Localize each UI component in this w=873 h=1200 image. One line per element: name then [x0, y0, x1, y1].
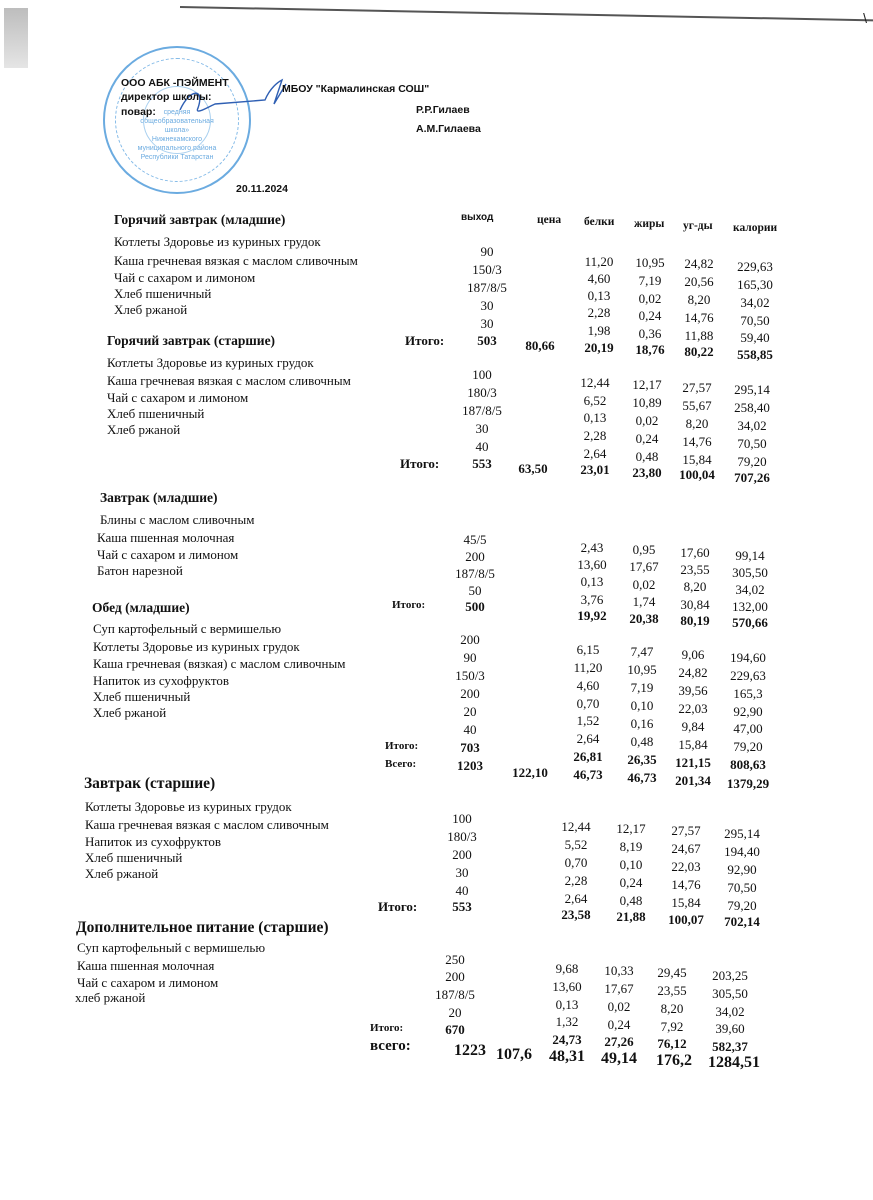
section-title: Обед (младшие): [92, 600, 190, 615]
school-name: МБОУ "Кармалинская СОШ": [282, 83, 430, 95]
calories-value: 70,50: [737, 436, 767, 451]
fats-value: 17,67: [629, 559, 659, 574]
fats-value: 0,02: [635, 413, 659, 428]
total-output: 670: [445, 1022, 465, 1037]
total-label: Итого:: [392, 599, 426, 611]
col-output: выход: [461, 212, 494, 223]
menu-item: хлеб ржаной: [75, 990, 146, 1005]
scan-edge: [4, 8, 28, 68]
total-label: Итого:: [370, 1022, 404, 1034]
output-value: 200: [460, 632, 480, 647]
total-output: 503: [477, 333, 497, 348]
carbs-value: 11,88: [684, 328, 714, 343]
grand-total-fats: 46,73: [627, 770, 657, 785]
output-value: 30: [455, 865, 469, 880]
total-fats: 23,80: [632, 465, 662, 480]
grand-total-fats: 49,14: [601, 1050, 637, 1067]
total-output: 500: [465, 599, 485, 614]
col-calories: калории: [733, 222, 778, 234]
cook-name: А.М.Гилаева: [416, 123, 481, 135]
total-proteins: 23,58: [561, 907, 591, 922]
carbs-value: 24,82: [678, 665, 708, 680]
output-value: 30: [480, 316, 494, 331]
total-label: Итого:: [400, 456, 440, 471]
total-price: 80,66: [525, 338, 555, 353]
fats-value: 0,02: [632, 577, 656, 592]
fats-value: 0,10: [619, 857, 643, 872]
output-value: 100: [472, 367, 492, 382]
menu-item: Суп картофельный с вермишелью: [93, 621, 282, 636]
total-label: Итого:: [405, 333, 445, 348]
calories-value: 258,40: [734, 400, 770, 415]
proteins-value: 4,60: [587, 271, 611, 286]
fats-value: 12,17: [616, 821, 646, 836]
proteins-value: 2,64: [564, 891, 588, 906]
proteins-value: 2,28: [564, 873, 588, 888]
output-value: 40: [463, 722, 477, 737]
menu-item: Хлеб пшеничный: [114, 286, 212, 301]
calories-value: 34,02: [715, 1004, 745, 1019]
output-value: 30: [475, 421, 489, 436]
output-value: 200: [445, 969, 465, 984]
carbs-value: 27,57: [671, 823, 701, 838]
output-value: 180/3: [447, 829, 477, 844]
carbs-value: 14,76: [684, 310, 714, 325]
output-value: 187/8/5: [462, 403, 502, 418]
carbs-value: 30,84: [680, 597, 710, 612]
total-proteins: 19,92: [577, 608, 607, 623]
director-label: директор школы:: [121, 91, 212, 103]
total-proteins: 26,81: [573, 749, 603, 764]
carbs-value: 8,20: [683, 579, 707, 594]
output-value: 20: [448, 1005, 462, 1020]
menu-item: Котлеты Здоровье из куриных грудок: [93, 639, 300, 654]
carbs-value: 14,76: [671, 877, 701, 892]
fats-value: 10,89: [632, 395, 662, 410]
fats-value: 0,24: [619, 875, 643, 890]
proteins-value: 13,60: [577, 557, 607, 572]
proteins-value: 6,52: [583, 393, 607, 408]
carbs-value: 8,20: [660, 1001, 684, 1016]
output-value: 250: [445, 952, 465, 967]
calories-value: 295,14: [734, 382, 770, 397]
carbs-value: 23,55: [657, 983, 687, 998]
menu-item: Каша гречневая вязкая с маслом сливочным: [85, 817, 329, 832]
proteins-value: 6,15: [576, 642, 600, 657]
carbs-value: 14,76: [682, 434, 712, 449]
carbs-value: 22,03: [671, 859, 701, 874]
section-title: Горячий завтрак (старшие): [107, 333, 276, 348]
total-proteins: 20,19: [584, 340, 614, 355]
grand-total-price: 122,10: [512, 765, 548, 780]
proteins-value: 0,13: [583, 410, 607, 425]
fats-value: 0,24: [635, 431, 659, 446]
output-value: 50: [468, 583, 482, 598]
menu-item: Блины с маслом сливочным: [100, 512, 255, 527]
company-name: ООО АБК -ПЭЙМЕНТ: [121, 77, 229, 89]
proteins-value: 1,98: [587, 323, 611, 338]
output-value: 100: [452, 811, 472, 826]
menu-item: Хлеб пшеничный: [93, 689, 191, 704]
total-calories: 707,26: [734, 470, 770, 485]
menu-item: Хлеб ржаной: [85, 866, 159, 881]
fats-value: 8,19: [619, 839, 643, 854]
menu-item: Хлеб пшеничный: [107, 406, 205, 421]
calories-value: 305,50: [732, 565, 768, 580]
total-calories: 808,63: [730, 757, 766, 772]
proteins-value: 5,52: [564, 837, 588, 852]
total-fats: 26,35: [627, 752, 657, 767]
calories-value: 34,02: [737, 418, 767, 433]
carbs-value: 29,45: [657, 965, 687, 980]
carbs-value: 15,84: [678, 737, 708, 752]
output-value: 187/8/5: [455, 566, 495, 581]
grand-total-carbs: 176,2: [656, 1052, 692, 1069]
carbs-value: 23,55: [680, 562, 710, 577]
col-price: цена: [537, 214, 562, 226]
fats-value: 10,95: [635, 255, 665, 270]
proteins-value: 2,64: [583, 446, 607, 461]
carbs-value: 24,82: [684, 256, 714, 271]
menu-item: Батон нарезной: [97, 563, 183, 578]
output-value: 90: [463, 650, 477, 665]
section-title: Горячий завтрак (младшие): [114, 212, 286, 227]
fats-value: 0,02: [638, 291, 662, 306]
proteins-value: 2,64: [576, 731, 600, 746]
carbs-value: 7,92: [660, 1019, 684, 1034]
proteins-value: 3,76: [580, 592, 604, 607]
calories-value: 229,63: [730, 668, 766, 683]
fats-value: 10,95: [627, 662, 657, 677]
carbs-value: 24,67: [671, 841, 701, 856]
total-output: 553: [452, 899, 472, 914]
grand-total-carbs: 201,34: [675, 773, 711, 788]
total-output: 553: [472, 456, 492, 471]
total-label: Итого:: [385, 740, 419, 752]
fats-value: 0,36: [638, 326, 662, 341]
menu-item: Хлеб ржаной: [114, 302, 188, 317]
calories-value: 295,14: [724, 826, 760, 841]
grand-total-label: Всего:: [385, 758, 417, 770]
total-carbs: 80,19: [680, 613, 710, 628]
total-output: 703: [460, 740, 480, 755]
total-fats: 21,88: [616, 909, 646, 924]
proteins-value: 12,44: [561, 819, 591, 834]
grand-total-calories: 1284,51: [708, 1054, 760, 1071]
calories-value: 34,02: [740, 295, 770, 310]
output-value: 200: [452, 847, 472, 862]
grand-total-proteins: 46,73: [573, 767, 603, 782]
menu-item: Хлеб ржаной: [107, 422, 181, 437]
total-carbs: 100,07: [668, 912, 704, 927]
fats-value: 0,02: [607, 999, 631, 1014]
proteins-value: 0,13: [555, 997, 579, 1012]
school-stamp: [103, 46, 251, 194]
proteins-value: 1,52: [576, 713, 600, 728]
section-title: Завтрак (младшие): [100, 490, 218, 505]
fats-value: 7,19: [638, 273, 662, 288]
total-calories: 582,37: [712, 1039, 748, 1054]
calories-value: 305,50: [712, 986, 748, 1001]
grand-total-price: 107,6: [496, 1046, 532, 1063]
output-value: 150/3: [455, 668, 485, 683]
total-carbs: 76,12: [657, 1036, 687, 1051]
proteins-value: 2,28: [583, 428, 607, 443]
total-fats: 27,26: [604, 1034, 634, 1049]
calories-value: 79,20: [733, 739, 763, 754]
calories-value: 79,20: [727, 898, 757, 913]
carbs-value: 27,57: [682, 380, 712, 395]
output-value: 40: [475, 439, 489, 454]
output-value: 150/3: [472, 262, 502, 277]
calories-value: 99,14: [735, 548, 765, 563]
proteins-value: 4,60: [576, 678, 600, 693]
menu-item: Каша гречневая (вязкая) с маслом сливочным: [93, 656, 346, 671]
output-value: 30: [480, 298, 494, 313]
menu-item: Суп картофельный с вермишелью: [77, 940, 266, 955]
menu-item: Чай с сахаром и лимоном: [97, 547, 239, 562]
output-value: 187/8/5: [467, 280, 507, 295]
menu-item: Хлеб пшеничный: [85, 850, 183, 865]
carbs-value: 15,84: [682, 452, 712, 467]
proteins-value: 2,43: [580, 540, 604, 555]
calories-value: 203,25: [712, 968, 748, 983]
carbs-value: 22,03: [678, 701, 708, 716]
menu-item: Чай с сахаром и лимоном: [77, 975, 219, 990]
output-value: 20: [463, 704, 477, 719]
proteins-value: 0,13: [587, 288, 611, 303]
proteins-value: 9,68: [555, 961, 579, 976]
total-proteins: 24,73: [552, 1032, 582, 1047]
total-fats: 18,76: [635, 342, 665, 357]
menu-item: Каша гречневая вязкая с маслом сливочным: [107, 373, 351, 388]
carbs-value: 20,56: [684, 274, 714, 289]
fats-value: 0,48: [619, 893, 643, 908]
total-calories: 558,85: [737, 347, 773, 362]
fats-value: 10,33: [604, 963, 634, 978]
menu-item: Каша пшенная молочная: [77, 958, 215, 973]
grand-total-calories: 1379,29: [726, 776, 770, 791]
total-label: Итого:: [378, 899, 418, 914]
calories-value: 194,60: [730, 650, 766, 665]
fats-value: 17,67: [604, 981, 634, 996]
col-proteins: белки: [584, 216, 615, 228]
carbs-value: 55,67: [682, 398, 712, 413]
grand-total-label: всего:: [370, 1038, 411, 1054]
menu-item: Каша гречневая вязкая с маслом сливочным: [114, 253, 358, 268]
calories-value: 70,50: [727, 880, 757, 895]
proteins-value: 13,60: [552, 979, 582, 994]
calories-value: 132,00: [732, 599, 768, 614]
fats-value: 0,95: [632, 542, 656, 557]
calories-value: 92,90: [733, 704, 763, 719]
proteins-value: 0,70: [576, 696, 600, 711]
calories-value: 194,40: [724, 844, 760, 859]
menu-item: Котлеты Здоровье из куриных грудок: [114, 234, 321, 249]
proteins-value: 2,28: [587, 305, 611, 320]
output-value: 40: [455, 883, 469, 898]
carbs-value: 39,56: [678, 683, 708, 698]
corner-mark: \: [863, 10, 867, 26]
proteins-value: 11,20: [573, 660, 603, 675]
menu-item: Чай с сахаром и лимоном: [114, 270, 256, 285]
section-title: Завтрак (старшие): [84, 775, 216, 792]
output-value: 180/3: [467, 385, 497, 400]
carbs-value: 8,20: [687, 292, 711, 307]
total-price: 63,50: [518, 461, 548, 476]
proteins-value: 0,70: [564, 855, 588, 870]
calories-value: 39,60: [715, 1021, 745, 1036]
output-value: 90: [480, 244, 494, 259]
calories-value: 79,20: [737, 454, 767, 469]
calories-value: 70,50: [740, 313, 770, 328]
total-calories: 570,66: [732, 615, 768, 630]
proteins-value: 0,13: [580, 574, 604, 589]
grand-total-output: 1203: [457, 758, 483, 773]
fats-value: 0,48: [630, 734, 654, 749]
fats-value: 12,17: [632, 377, 662, 392]
output-value: 200: [465, 549, 485, 564]
calories-value: 92,90: [727, 862, 757, 877]
menu-item: Напиток из сухофруктов: [93, 673, 229, 688]
document-date: 20.11.2024: [236, 183, 288, 195]
menu-item: Напиток из сухофруктов: [85, 834, 221, 849]
proteins-value: 12,44: [580, 375, 610, 390]
fats-value: 1,74: [632, 594, 656, 609]
total-fats: 20,38: [629, 611, 659, 626]
director-name: Р.Р.Гилаев: [416, 104, 470, 116]
calories-value: 165,3: [733, 686, 763, 701]
fats-value: 0,24: [607, 1017, 631, 1032]
total-carbs: 100,04: [679, 467, 715, 482]
total-calories: 702,14: [724, 914, 760, 929]
carbs-value: 9,84: [681, 719, 705, 734]
calories-value: 229,63: [737, 259, 773, 274]
col-carbs: уг-ды: [683, 220, 713, 232]
total-carbs: 121,15: [675, 755, 711, 770]
carbs-value: 17,60: [680, 545, 710, 560]
calories-value: 47,00: [733, 721, 763, 736]
menu-item: Чай с сахаром и лимоном: [107, 390, 249, 405]
grand-total-proteins: 48,31: [549, 1048, 585, 1065]
menu-item: Котлеты Здоровье из куриных грудок: [107, 355, 314, 370]
fats-value: 7,19: [630, 680, 654, 695]
menu-item: Каша пшенная молочная: [97, 530, 235, 545]
fats-value: 0,10: [630, 698, 654, 713]
calories-value: 165,30: [737, 277, 773, 292]
carbs-value: 9,06: [681, 647, 705, 662]
output-value: 187/8/5: [435, 987, 475, 1002]
output-value: 45/5: [463, 532, 487, 547]
fats-value: 0,16: [630, 716, 654, 731]
proteins-value: 1,32: [555, 1014, 579, 1029]
fats-value: 0,48: [635, 449, 659, 464]
grand-total-output: 1223: [454, 1042, 486, 1059]
calories-value: 59,40: [740, 330, 770, 345]
menu-item: Хлеб ржаной: [93, 705, 167, 720]
cook-label: повар:: [121, 106, 156, 118]
section-title: Дополнительное питание (старшие): [76, 919, 329, 936]
carbs-value: 8,20: [685, 416, 709, 431]
total-proteins: 23,01: [580, 462, 610, 477]
total-carbs: 80,22: [684, 344, 714, 359]
scan-fold-line: [180, 6, 873, 21]
calories-value: 34,02: [735, 582, 765, 597]
fats-value: 7,47: [630, 644, 654, 659]
fats-value: 0,24: [638, 308, 662, 323]
menu-item: Котлеты Здоровье из куриных грудок: [85, 799, 292, 814]
proteins-value: 11,20: [584, 254, 614, 269]
output-value: 200: [460, 686, 480, 701]
stamp-text: средняя общеобразовательная школа» Нижнекамского муниципального района Республики Татарстан: [137, 109, 217, 161]
col-fats: жиры: [634, 218, 665, 230]
carbs-value: 15,84: [671, 895, 701, 910]
